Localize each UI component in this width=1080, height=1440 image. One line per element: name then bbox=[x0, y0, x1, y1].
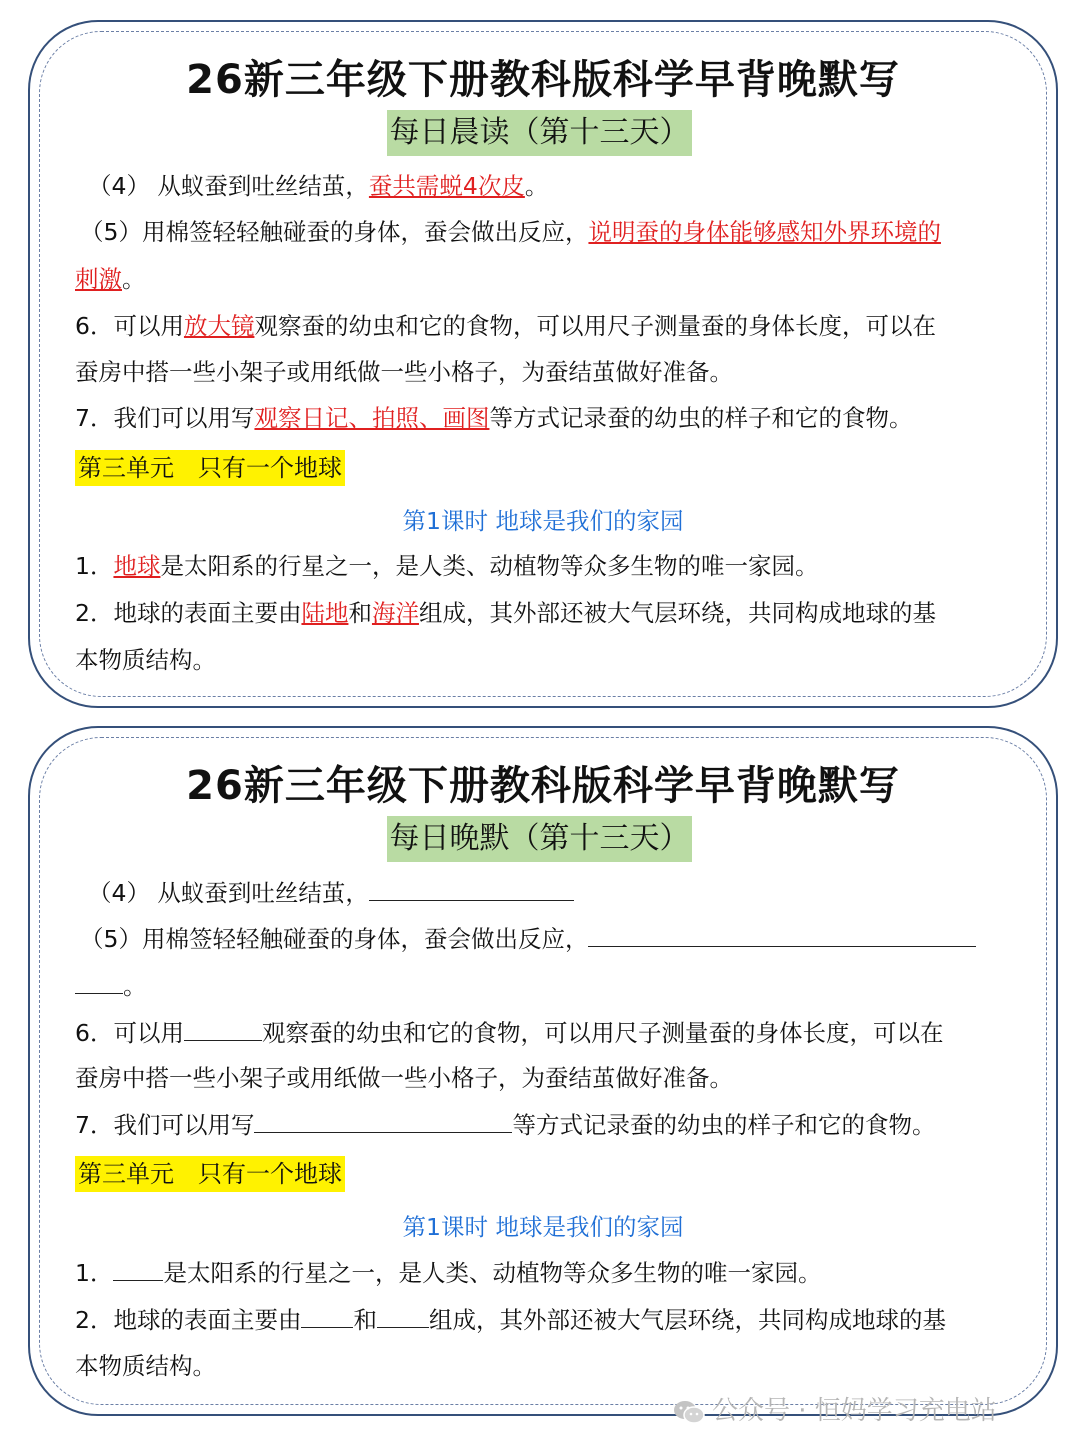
wechat-icon bbox=[672, 1399, 706, 1425]
earth-question-2 bbox=[75, 1303, 946, 1336]
question-text: 6．可以用 bbox=[75, 1019, 184, 1047]
answer-text: 放大镜 bbox=[183, 312, 255, 340]
question-text: 6．可以用 bbox=[75, 312, 184, 340]
section-subtitle: 每日晨读（第十三天） bbox=[387, 110, 692, 156]
answer-text: 陆地 bbox=[301, 599, 349, 627]
question-text: 和 bbox=[348, 599, 372, 627]
earth-question-1 bbox=[75, 550, 818, 582]
question-text: 组成，其外部还被大气层环绕，共同构成地球的基 bbox=[428, 1306, 946, 1334]
question-text: （4） 从蚁蚕到吐丝结茧， bbox=[88, 879, 369, 907]
question-text: 7．我们可以用写 bbox=[75, 1111, 255, 1139]
question-5-cont bbox=[75, 969, 147, 1002]
question-text: （5）用棉签轻轻触碰蚕的身体，蚕会做出反应， bbox=[80, 218, 589, 246]
lesson-heading: 第1课时 地球是我们的家园 bbox=[402, 507, 684, 535]
question-text: 2．地球的表面主要由 bbox=[75, 599, 302, 627]
question-text: 组成，其外部还被大气层环绕，共同构成地球的基 bbox=[418, 599, 936, 627]
question-7 bbox=[75, 402, 912, 434]
question-5-cont bbox=[75, 263, 146, 295]
morning-card bbox=[28, 20, 1058, 708]
unit-heading: 第三单元 只有一个地球 bbox=[75, 450, 345, 486]
punct: 。 bbox=[122, 265, 146, 293]
question-text: 是太阳系的行星之一，是人类、动植物等众多生物的唯一家园。 bbox=[160, 552, 819, 580]
question-text: 观察蚕的幼虫和它的食物，可以用尺子测量蚕的身体长度，可以在 bbox=[261, 1019, 944, 1047]
answer-blank[interactable] bbox=[301, 1303, 353, 1328]
lesson-heading: 第1课时 地球是我们的家园 bbox=[402, 1213, 684, 1241]
answer-text: 海洋 bbox=[371, 599, 419, 627]
question-text: 1． bbox=[75, 552, 114, 580]
earth-question-2-cont: 本物质结构。 bbox=[75, 646, 216, 674]
answer-blank[interactable] bbox=[254, 1108, 512, 1133]
answer-text: 说明蚕的身体能够感知外界环境的 bbox=[588, 218, 941, 246]
question-text: 和 bbox=[353, 1306, 377, 1334]
answer-text: 刺激 bbox=[75, 265, 122, 293]
answer-blank[interactable] bbox=[588, 922, 976, 947]
question-6-cont: 蚕房中搭一些小架子或用纸做一些小格子，为蚕结茧做好准备。 bbox=[75, 358, 733, 386]
question-6-cont: 蚕房中搭一些小架子或用纸做一些小格子，为蚕结茧做好准备。 bbox=[75, 1064, 733, 1092]
question-text: （4） 从蚁蚕到吐丝结茧， bbox=[88, 172, 369, 200]
answer-blank[interactable] bbox=[369, 876, 574, 901]
question-text: 1． bbox=[75, 1259, 114, 1287]
question-text: 2．地球的表面主要由 bbox=[75, 1306, 302, 1334]
question-text: 7．我们可以用写 bbox=[75, 404, 255, 432]
punct: 。 bbox=[524, 172, 549, 200]
earth-question-2 bbox=[75, 597, 936, 629]
answer-blank[interactable] bbox=[184, 1016, 262, 1041]
question-text: 等方式记录蚕的幼虫的样子和它的食物。 bbox=[512, 1111, 936, 1139]
earth-question-1 bbox=[75, 1256, 821, 1289]
question-5 bbox=[80, 922, 976, 955]
answer-text: 地球 bbox=[113, 552, 161, 580]
question-6 bbox=[75, 310, 936, 342]
question-5 bbox=[80, 216, 941, 248]
answer-blank[interactable] bbox=[113, 1256, 163, 1281]
answer-blank[interactable] bbox=[377, 1303, 429, 1328]
question-text: 是太阳系的行星之一，是人类、动植物等众多生物的唯一家园。 bbox=[163, 1259, 822, 1287]
page-title: 26新三年级下册教科版科学早背晚默写 bbox=[186, 763, 900, 809]
unit-heading: 第三单元 只有一个地球 bbox=[75, 1156, 345, 1192]
punct: 。 bbox=[123, 972, 147, 1000]
watermark bbox=[672, 1390, 997, 1427]
question-6 bbox=[75, 1016, 943, 1049]
question-4 bbox=[88, 170, 548, 202]
question-text: 等方式记录蚕的幼虫的样子和它的食物。 bbox=[489, 404, 913, 432]
question-text: 观察蚕的幼虫和它的食物，可以用尺子测量蚕的身体长度，可以在 bbox=[254, 312, 936, 340]
page-title: 26新三年级下册教科版科学早背晚默写 bbox=[186, 57, 900, 103]
question-4 bbox=[88, 876, 574, 909]
question-text: （5）用棉签轻轻触碰蚕的身体，蚕会做出反应， bbox=[80, 925, 589, 953]
earth-question-2-cont: 本物质结构。 bbox=[75, 1352, 216, 1380]
question-7 bbox=[75, 1108, 935, 1141]
section-subtitle: 每日晚默（第十三天） bbox=[387, 816, 692, 862]
evening-card bbox=[28, 726, 1058, 1416]
watermark-text: 公众号 · 恒妈学习充电站 bbox=[712, 1396, 997, 1426]
answer-text: 蚕共需蜕4次皮 bbox=[368, 172, 525, 200]
answer-blank[interactable] bbox=[75, 969, 123, 994]
answer-text: 观察日记、拍照、画图 bbox=[254, 404, 490, 432]
